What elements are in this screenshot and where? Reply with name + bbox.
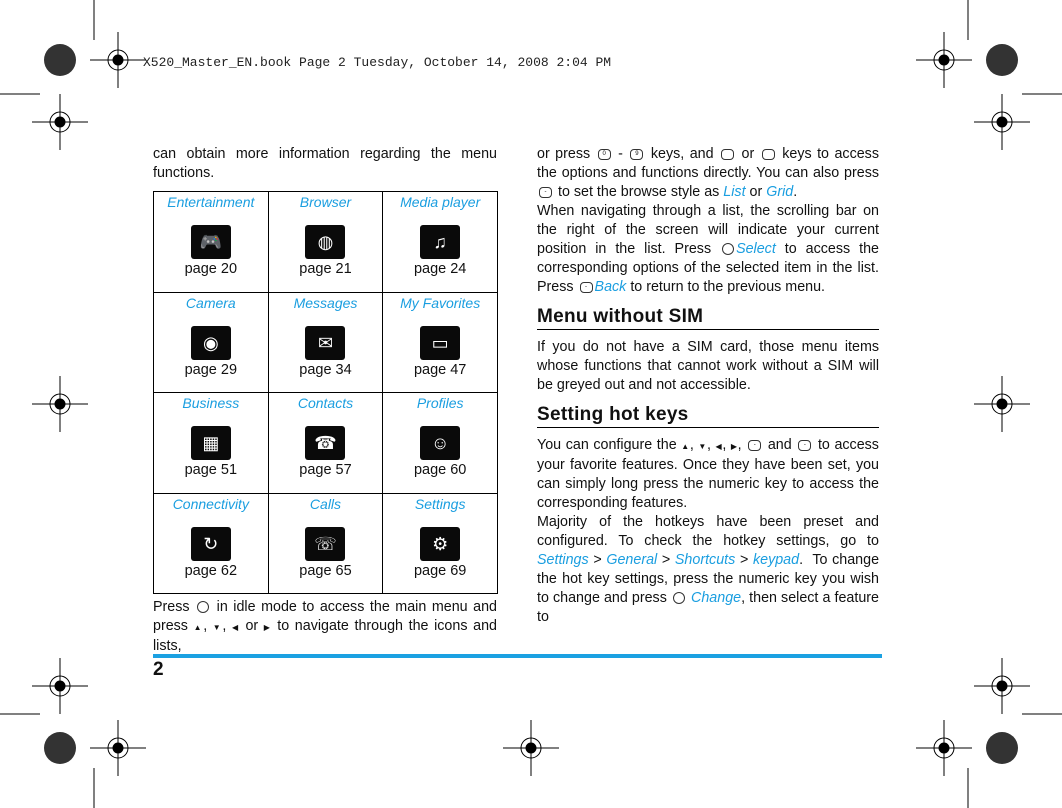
menu-name: Settings — [414, 495, 466, 512]
menu-cell — [268, 393, 383, 494]
menu-page: page 57 — [299, 462, 352, 478]
menu-row — [154, 292, 498, 393]
softkey-icon: - — [580, 282, 593, 293]
key-0-icon: 0 — [598, 149, 611, 160]
menu-cell — [383, 292, 498, 393]
menu-cell — [154, 493, 269, 594]
footer-rule — [153, 654, 882, 658]
page-number: 2 — [153, 659, 164, 680]
page-header: X520_Master_EN.book Page 2 Tuesday, October 14, 2008 2:04 PM — [143, 55, 612, 70]
calls-icon: ☏ — [305, 527, 345, 561]
menu-name: My Favorites — [400, 294, 481, 311]
menu-page: page 69 — [413, 562, 467, 579]
down-icon: ▼ — [212, 623, 223, 632]
menu-name: Connectivity — [172, 495, 249, 512]
menu-page: page 34 — [299, 361, 352, 378]
right-icon: ▶ — [263, 623, 272, 632]
menu-page: page 21 — [299, 261, 352, 277]
envelope-icon: ✉ — [305, 326, 345, 360]
menu-row — [154, 493, 498, 594]
menu-cell — [268, 292, 383, 393]
menu-page: page 24 — [413, 261, 467, 277]
media-icon: ♫ — [420, 225, 460, 259]
menu-cell — [154, 192, 269, 293]
gamepad-icon: 🎮 — [191, 225, 231, 259]
softkey-icon: - — [748, 440, 761, 451]
menu-name: Media player — [400, 194, 481, 210]
key-star-icon — [721, 149, 734, 160]
left-paragraph: Press in idle mode to access the main menu and press ▲, ▼, ◀ or ▶ to navigate through the icons and lists, — [153, 599, 497, 654]
menu-page: page 47 — [413, 361, 467, 378]
menu-row — [154, 393, 498, 494]
paragraph: If you do not have a SIM card, those menu items whose functions that cannot work without a SIM will be greyed out and not accessible. — [537, 339, 879, 393]
menu-name: Calls — [309, 495, 342, 512]
globe-icon: ◍ — [305, 225, 345, 259]
menu-table — [153, 191, 498, 594]
menu-row — [154, 192, 498, 293]
menu-name: Camera — [185, 294, 236, 311]
profiles-icon: ☺ — [420, 426, 460, 460]
gear-icon: ⚙ — [420, 527, 460, 561]
softkey-icon: - — [798, 440, 811, 451]
menu-page: page 51 — [184, 462, 238, 478]
camera-icon: ◉ — [191, 326, 231, 360]
menu-cell — [154, 292, 269, 393]
menu-name: Contacts — [297, 395, 354, 411]
section-heading: Setting hot keys — [537, 405, 879, 428]
menu-name: Browser — [299, 194, 352, 210]
left-intro: can obtain more information regarding the menu functions. — [153, 146, 497, 181]
left-icon: ◀ — [231, 623, 240, 632]
up-icon: ▲ — [193, 623, 204, 632]
right-column: or press 0 - 9 keys, and or keys to access the options and functions directly. You can also press - to set the browse style as List or Grid. When navigating through a list, the scrolling bar on the right of the screen will indicate your current position in the list. Press Select to access the corresponding options of the selected item in the list. Press - Back to return to the previous menu. Menu without SIM If you do not have a SIM card, those menu items whose functions that cannot work without a SIM will be greyed out and not accessible. Setting hot keys You can configure the ▲, ▼, ◀, ▶, - and - to access your favorite features. Once they have been set, you can simply long press the numeric key to access the corresponding features. Majority of the hotkeys have been preset and configured. To check the hotkey settings, go to Settings > General > Shortcuts > keypad. To change the hot key settings, press the numeric key you wish to change and press Change, then select a feature to — [537, 146, 880, 625]
menu-cell — [383, 393, 498, 494]
menu-name: Entertainment — [167, 194, 255, 210]
menu-cell — [383, 192, 498, 293]
key-9-icon: 9 — [630, 149, 643, 160]
softkey-icon: - — [539, 187, 552, 198]
menu-name: Business — [182, 395, 240, 411]
key-hash-icon — [762, 149, 775, 160]
menu-cell — [154, 393, 269, 494]
menu-page: page 20 — [184, 261, 238, 277]
sync-icon: ↻ — [191, 527, 231, 561]
menu-page: page 60 — [413, 462, 467, 478]
menu-page: page 29 — [184, 361, 238, 378]
menu-name: Messages — [293, 294, 358, 311]
menu-name: Profiles — [416, 395, 464, 411]
ok-key-icon — [722, 243, 734, 255]
menu-cell — [268, 493, 383, 594]
section-heading: Menu without SIM — [537, 307, 879, 330]
menu-page: page 62 — [184, 562, 238, 579]
calendar-icon: ▦ — [191, 426, 231, 460]
menu-cell — [268, 192, 383, 293]
ok-key-icon — [197, 601, 209, 613]
phonebook-icon: ☎ — [305, 426, 345, 460]
menu-page: page 65 — [299, 562, 352, 579]
menu-cell — [383, 493, 498, 594]
folder-icon: ▭ — [420, 326, 460, 360]
ok-key-icon — [673, 592, 685, 604]
